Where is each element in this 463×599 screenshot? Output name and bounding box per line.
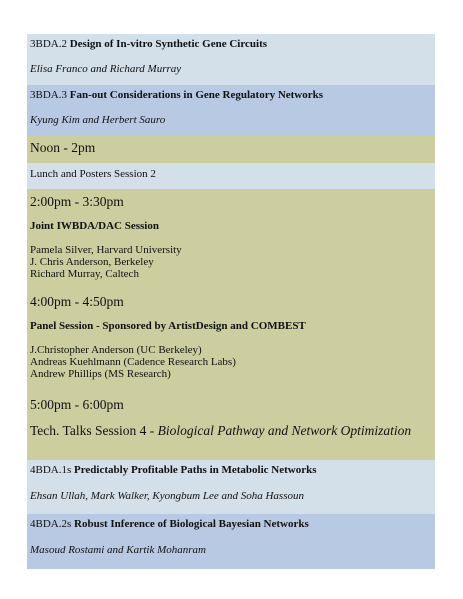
talk-heading [30, 518, 309, 530]
talk-code: 3BDA.3 [30, 89, 67, 101]
slot-time: 5:00pm - 6:00pm [30, 397, 124, 412]
talk-authors: Elisa Franco and Richard Murray [30, 63, 182, 75]
speaker: J.Christopher Anderson (UC Berkeley) [30, 344, 202, 356]
afternoon-block [27, 189, 435, 460]
speaker: J. Chris Anderson, Berkeley [30, 256, 154, 268]
talk-block [27, 85, 435, 136]
talk-heading [30, 38, 267, 50]
schedule-page [27, 34, 435, 569]
talk-title: Design of In-vitro Synthetic Gene Circuits [69, 38, 268, 50]
session-topic: Biological Pathway and Network Optimization [157, 423, 412, 438]
talk-block [27, 34, 435, 85]
talk-authors: Kyung Kim and Herbert Sauro [30, 114, 166, 126]
session-title: Joint IWBDA/DAC Session [30, 220, 159, 232]
talk-title: Predictably Profitable Paths in Metabolic Networks [74, 464, 317, 476]
talk-code: 3BDA.2 [30, 38, 67, 50]
talk-title: Fan-out Considerations in Gene Regulatory Networks [69, 89, 324, 101]
speaker: Richard Murray, Caltech [30, 268, 139, 280]
session-label: Lunch and Posters Session 2 [30, 168, 156, 180]
talk-code: 4BDA.2s [30, 518, 72, 530]
session-name: Tech. Talks Session 4 - [30, 423, 158, 438]
slot-time: 2:00pm - 3:30pm [30, 194, 124, 209]
session-title [30, 423, 411, 439]
talk-block [27, 460, 435, 514]
talk-block [27, 514, 435, 569]
talk-authors: Ehsan Ullah, Mark Walker, Kyongbum Lee and Soha Hassoun [30, 490, 304, 502]
slot-time: Noon - 2pm [30, 140, 96, 155]
time-slot [27, 136, 435, 163]
session-title: Panel Session - Sponsored by ArtistDesign and COMBEST [30, 320, 306, 332]
slot-time: 4:00pm - 4:50pm [30, 294, 124, 309]
talk-title: Robust Inference of Biological Bayesian Networks [74, 518, 309, 530]
speaker: Pamela Silver, Harvard University [30, 244, 182, 256]
talk-heading [30, 89, 323, 101]
speaker: Andrew Phillips (MS Research) [30, 368, 171, 380]
talk-code: 4BDA.1s [30, 464, 72, 476]
talk-authors: Masoud Rostami and Kartik Mohanram [30, 544, 206, 556]
talk-heading [30, 464, 317, 476]
session-row [27, 163, 435, 189]
speaker: Andreas Kuehlmann (Cadence Research Labs) [30, 356, 236, 368]
